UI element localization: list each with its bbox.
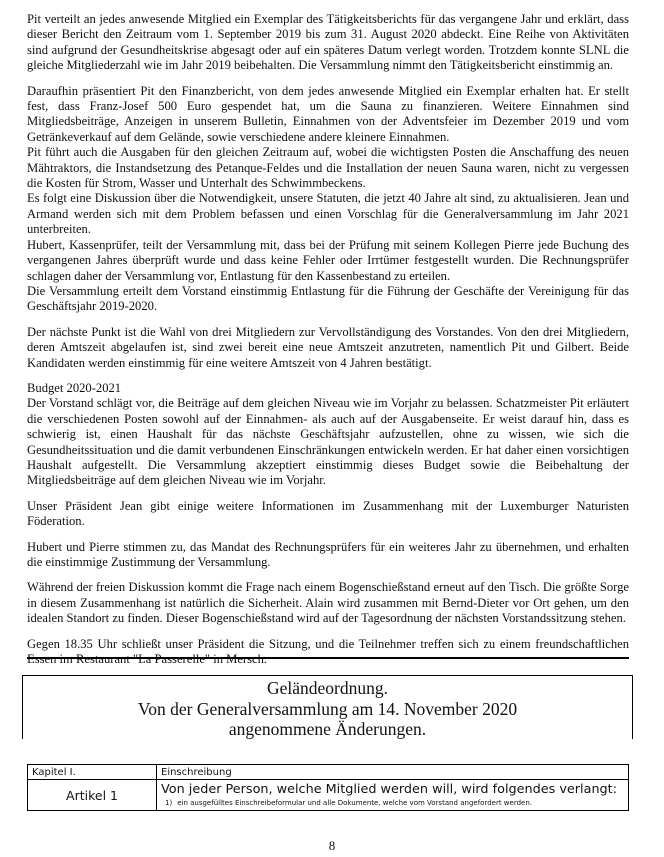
list-item-number: 1) [165,798,173,807]
meeting-minutes [27,12,629,667]
paragraph-line: Gegen 18.35 Uhr schließt unser Präsident die Sitzung, und die Teilnehmer treffen sich zu einem freundschaftlichen Essen im Restaurant "La Passerelle" in Mersch. [27,636,629,667]
table-header-row [28,765,629,780]
page-number: 8 [328,838,336,853]
paragraph-line: Der nächste Punkt ist die Wahl von drei Mitgliedern zur Vervollständigung des Vorstandes. Von den drei Mitgliedern, deren Amtszeit abgelaufen ist, sind zwei bereit eine neue Amtszeit anzutreten, namentlich Pit und Gilbert. Beide Kandidaten werden einstimmig für eine weitere Amtszeit von 4 Jahren bestätigt. [27,324,629,370]
site-rules-table [27,764,629,811]
title-line: angenommene Änderungen. [228,719,427,739]
paragraph-line: Hubert, Kassenprüfer, teilt der Versammlung mit, dass bei der Prüfung mit seinem Kollegen Pierre jede Buchung des vergangenen Jahres überprüft wurde und dass keine Fehler oder Irrtümer festgestellt wurden. Die Rechnungsprüfer schlagen daher der Versammlung vor, Entlastung für den Kassenbestand zu erteilen. [27,237,629,283]
paragraph-auditors [27,540,629,571]
article-cell: Artikel 1 [28,780,157,811]
paragraph-line: Es folgt eine Diskussion über die Notwendigkeit, unsere Statuten, die jetzt 40 Jahre alt sind, zu aktualisieren. Jean und Armand werden sich mit dem Problem befassen und einen Vorschlag für die Generalversammlung im Jahr 2021 unterbreiten. [27,191,629,237]
paragraph-board-election [27,325,629,371]
table-row [28,780,629,811]
paragraph-line: Pit verteilt an jedes anwesende Mitglied ein Exemplar des Tätigkeitsberichts für das vergangene Jahr und erklärt, dass dieser Bericht den Zeitraum vom 1. September 2019 bis zum 31. August 2020 abdeckt. Eine Reihe von Aktivitäten sind aufgrund der Gesundheitskrise abgesagt oder auf ein späteres Datum verlegt worden. Trotzdem konnte SLNL die gleiche Mitgliederzahl wie im Jahr 2019 beibehalten. Die Versammlung nimmt den Tätigkeitsbericht einstimmig an. [27,12,629,73]
paragraph-line: Hubert und Pierre stimmen zu, das Mandat des Rechnungsprüfers für ein weiteres Jahr zu übernehmen, und erhalten die einstimmige Zustimmung der Versammlung. [27,539,629,569]
paragraph-line: Pit führt auch die Ausgaben für den gleichen Zeitraum auf, wobei die wichtigsten Posten die Anschaffung des neuen Mähtraktors, die Instandsetzung des Petanque-Feldes und die Installation der neuen Sauna waren, nicht zu vergessen die Kosten für Strom, Wasser und Unterhalt des Schwimmbeckens. [27,145,629,191]
paragraph-line: Während der freien Diskussion kommt die Frage nach einem Bogenschießstand erneut auf den Tisch. Die größte Sorge in diesem Zusammenhang ist natürlich die Sicherheit. Alain wird zusammen mit Bernd-Dieter vor Ort gehen, um den idealen Standort zu finden. Dieser Bogenschießstand wird auf der Tagesordnung der nächsten Vorstandssitzung stehen. [27,580,629,626]
paragraph-financial-report [27,84,629,315]
section-heading: Budget 2020-2021 [27,380,122,395]
paragraph-federation [27,499,629,530]
list-item [161,798,624,809]
paragraph-closing [27,637,629,668]
site-rules-title-box [22,675,633,739]
title-line: Geländeordnung. [266,678,388,698]
chapter-cell: Kapitel I. [28,765,157,780]
article-text: Von jeder Person, welche Mitglied werden will, wird folgendes verlangt: [161,781,618,797]
paragraph-activity-report [27,12,629,74]
paragraph-line: Die Versammlung erteilt dem Vorstand einstimmig Entlastung für die Führung der Geschäfte der Vereinigung für das Geschäftsjahr 2019-2020. [27,283,629,314]
title-line: Von der Generalversammlung am 14. November 2020 [137,698,518,719]
paragraph-line: Der Vorstand schlägt vor, die Beiträge auf dem gleichen Niveau wie im Vorjahr zu belassen. Schatzmeister Pit erläutert die verschiedenen Posten sowohl auf der Einnahmen- als auch auf der Ausgabenseite. Er weist darauf hin, dass es schwierig ist, einen Haushalt für das nächste Geschäftsjahr aufzustellen, ohne zu wissen, wie sich die Gesundheitssituation und die damit verbundenen Einschränkungen entwickeln werden. Er hat daher einen vorsichtigen Haushalt aufgestellt. Die Versammlung akzeptiert einstimmig dieses Budget sowie die Beibehaltung der Mitgliedsbeiträge auf dem gleichen Niveau wie im Vorjahr. [27,396,629,488]
paragraph-line: Unser Präsident Jean gibt einige weitere Informationen im Zusammenhang mit der Luxemburger Naturisten Föderation. [27,498,629,529]
section-divider [27,657,629,659]
article-text-cell [157,780,629,811]
topic-cell: Einschreibung [157,765,629,780]
report-body [27,12,629,667]
list-item-text: ein ausgefülltes Einschreibeformular und alle Dokumente, welche vom Vorstand angefordert werden. [177,798,532,807]
paragraph-budget [27,381,629,489]
paragraph-line: Daraufhin präsentiert Pit den Finanzbericht, von dem jedes anwesende Mitglied ein Exemplar erhalten hat. Er stellt fest, dass Franz-Josef 500 Euro gespendet hat, um die Sauna zu finanzieren. Weitere Einnahmen sind Mitgliedsbeiträge, Anzeigen in unserem Bulletin, Einnahmen von der Adventsfeier im Dezember 2019 und vom Getränkeverkauf auf dem Gelände, sowie verschiedene andere kleinere Einnahmen. [27,83,629,144]
paragraph-archery-range [27,580,629,626]
